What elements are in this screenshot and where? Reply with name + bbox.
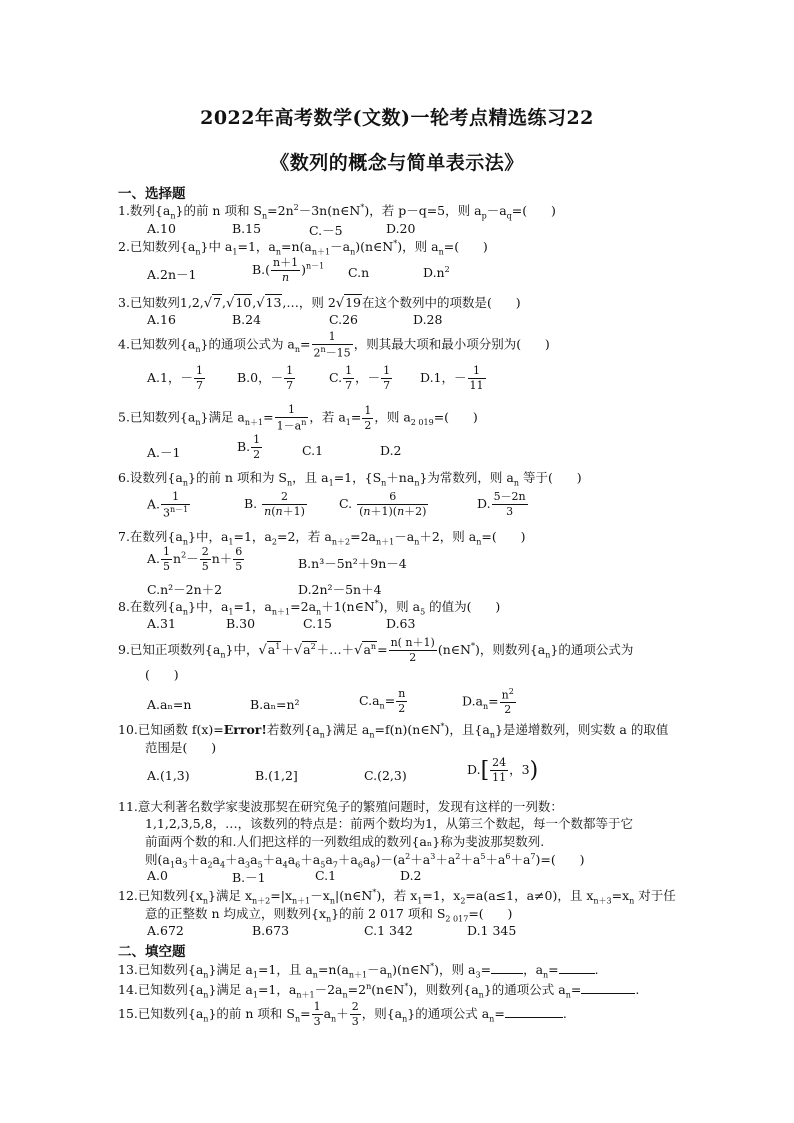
q11-option-b: B.－1 — [232, 870, 266, 885]
q9-option-d: $D.a_n=$ $\frac{n^2}{2}$ — [462, 687, 514, 717]
q8-option-c: C.15 — [303, 616, 332, 631]
q3-option-a: A.16 — [147, 312, 176, 327]
q3-option-b: B.24 — [232, 312, 262, 327]
q2-option-a: A.2n－1 — [147, 267, 197, 282]
question-5: 5.已知数列$\{a_n\}$满足 $a_{n+1}=$ $\frac{1}{1-a^n}$ ，若 $a_1=$ $\frac{1}{2}$ ，则 $a_{2 019}=$( ) — [118, 403, 478, 433]
q7-option-b: B.n³－5n²＋9n－4 — [298, 556, 407, 571]
q7-option-a: A. $\frac{1}{5}$ $n^2-$ $\frac{2}{5}$ n＋ $\frac{6}{5}$ — [147, 545, 243, 573]
q4-option-a: A.1，－ $\frac{1}{7}$ — [147, 364, 203, 392]
question-7: 7.在数列$\{a_n\}$中，$a_1=1$，$a_2=2$，若 $a_{n+2}=2a_{n+1}-a_n+2$，则 $a_n=$( ) — [118, 529, 526, 547]
q1-option-b: B.15 — [232, 221, 262, 236]
q2-option-c: C.n — [348, 265, 370, 280]
q12-option-b: B.673 — [252, 923, 290, 938]
q1-option-c: C.－5 — [309, 223, 343, 238]
q11-option-a: A.0 — [147, 868, 168, 883]
question-12: 12.已知数列$\{x_n\}$满足 $x_{n+2}=|x_{n+1}-x_n|(n\in N^*)$，若 $x_1=1$，$x_2=a(a\le 1$，a≠0)，且 $x_{n+3}=x_n$ 对于任 — [118, 887, 676, 906]
q3-option-c: C.26 — [329, 312, 358, 327]
q3-option-d: D.28 — [413, 312, 443, 327]
page-subtitle: 《数列的概念与简单表示法》 — [270, 152, 524, 174]
q11-line-3: 前面两个数的和.人们把这样的一列数组成的数列{aₙ}称为斐波那契数列. — [145, 834, 545, 849]
q11-option-c: C.1 — [315, 868, 337, 883]
q8-option-a: A.31 — [147, 616, 176, 631]
q11-line-4: 则$(a_1a_3+a_2a_4+a_3a_5+a_4a_6+a_5a_7+a_6a_8)-(a^2+a^3+a^2+a^5+a^6+a^7)=$( ) — [145, 851, 585, 870]
q8-option-b: B.30 — [226, 616, 256, 631]
q5-option-d: D.2 — [380, 443, 402, 458]
question-8: 8.在数列$\{a_n\}$中，$a_1=1$，$a_{n+1}=2a_n+1(n\in N^*)$，则 $a_5$ 的值为( ) — [118, 598, 501, 617]
page-title: 2022年高考数学(文数)一轮考点精选练习22 — [200, 107, 594, 129]
q2-option-b: B.( $\frac{n+1}{n}$ )$^{n-1}$ — [252, 256, 325, 284]
q12-option-d: D.1 345 — [467, 923, 517, 938]
question-15: 15.已知数列$\{a_n\}$的前 n 项和 $S_n=$ $\frac{1}{3}$ $a_n+$ $\frac{2}{3}$ ，则$\{a_n\}$的通项公式 $a_n=$ . — [118, 1000, 567, 1028]
q4-option-c: C. $\frac{1}{7}$ ，－ $\frac{1}{7}$ — [329, 364, 391, 392]
q7-option-d: D.2n²－5n＋4 — [298, 582, 382, 597]
q12-option-a: A.672 — [147, 923, 184, 938]
q10-option-a: A.(1,3) — [147, 768, 190, 783]
q7-option-c: C.n²－2n＋2 — [147, 582, 223, 597]
q11-option-d: D.2 — [400, 868, 422, 883]
question-9: 9.已知正项数列$\{a_n\}$中，$√a^1+√a^2+\dots+√a^n=$ $\frac{n( n+1)}{2}$ (n∈N*)，则数列$\{a_n\}$的通项公式为 — [118, 636, 634, 664]
q9-option-a: A.aₙ=n — [147, 697, 192, 712]
question-14: 14.已知数列$\{a_n\}$满足 $a_1=1$，$a_{n+1}-2a_n=2^n(n\in N^*)$，则数列$\{a_n\}$的通项公式 $a_n=$ . — [118, 981, 640, 1000]
q10-option-b: B.(1,2] — [255, 768, 298, 783]
q6-option-d: D. $\frac{5-2n}{3}$ — [477, 490, 526, 518]
question-4: 4.已知数列$\{a_n\}$的通项公式为 $a_n=$ $\frac{1}{2^n-15}$ ，则其最大项和最小项分别为( ) — [118, 330, 550, 360]
question-13: 13.已知数列$\{a_n\}$满足 $a_1=1$，且 $a_n=n(a_{n+1}-a_n)(n\in N^*)$，则 $a_3=$ ，$a_n=$ . — [118, 961, 599, 980]
q2-option-d: $D.n^2$ — [423, 265, 450, 281]
q4-option-b: B.0，－ $\frac{1}{7}$ — [237, 364, 294, 392]
q9-option-b: B.aₙ=n² — [250, 697, 300, 712]
q4-option-d: D.1，－ $\frac{1}{11}$ — [420, 364, 484, 392]
q5-option-a: A.－1 — [147, 445, 181, 460]
q12-line-2: 意的正整数 n 均成立，则数列$\{x_n\}$的前 2 017 项和 $S_{2 017}=$( ) — [145, 906, 513, 924]
question-6: 6.设数列$\{a_n\}$的前 n 项和为 $S_n$，且 $a_1=1$，$\{S_n+na_n\}$为常数列，则 $a_n$ 等于( ) — [118, 470, 582, 488]
q8-option-d: D.63 — [386, 616, 416, 631]
q9-option-c: $C.a_n=$ $\frac{n}{2}$ — [359, 687, 406, 715]
q6-option-b: B. $\frac{2}{n(n+1)}$ — [244, 490, 305, 518]
section-heading-choice: 一、选择题 — [118, 186, 186, 202]
q5-option-b: B. $\frac{1}{2}$ — [237, 433, 261, 461]
q12-option-c: C.1 342 — [364, 923, 413, 938]
question-10: 10.已知函数 f(x)=Error!若数列$\{a_n\}$满足 $a_n=f(n)(n\in N^*)$，且$\{a_n\}$是递增数列，则实数 a 的取值 — [118, 721, 669, 740]
question-2: 2.已知数列$\{a_n\}$中 $a_1=1$，$a_n=n(a_{n+1}-a_n)(n\in N^*)$，则 $a_n=$( ) — [118, 238, 488, 257]
q6-option-a: A. $\frac{1}{3^{n-1}}$ — [147, 490, 189, 520]
q10-option-c: C.(2,3) — [364, 768, 407, 783]
q11-line-2: 1,1,2,3,5,8，…，该数列的特点是：前两个数均为1，从第三个数起，每一个数都等于它 — [145, 816, 634, 831]
q10-option-d: D.[ $\frac{24}{11}$ ，3) — [467, 756, 539, 784]
q1-option-d: D.20 — [386, 221, 416, 236]
section-heading-fill: 二、填空题 — [118, 944, 186, 960]
q1-option-a: A.10 — [147, 221, 176, 236]
question-1: 1.数列$\{a_n\}$的前 n 项和 $S_n=2n^2-3n(n\in N^*)$，若 p－q=5，则 $a_p-a_q=$( ) — [118, 202, 556, 221]
question-3: 3.已知数列1,2,√7,√10,√13,…，则 2√19在这个数列中的项数是( ) — [118, 295, 521, 311]
q9-answer-paren: ( ) — [145, 667, 179, 682]
q10-line-2: 范围是( ) — [145, 740, 217, 755]
q6-option-c: C. $\frac{6}{(n+1)(n+2)}$ — [339, 490, 427, 518]
q5-option-c: C.1 — [302, 443, 324, 458]
question-11: 11.意大利著名数学家斐波那契在研究兔子的繁殖问题时，发现有这样的一列数： — [118, 799, 563, 814]
